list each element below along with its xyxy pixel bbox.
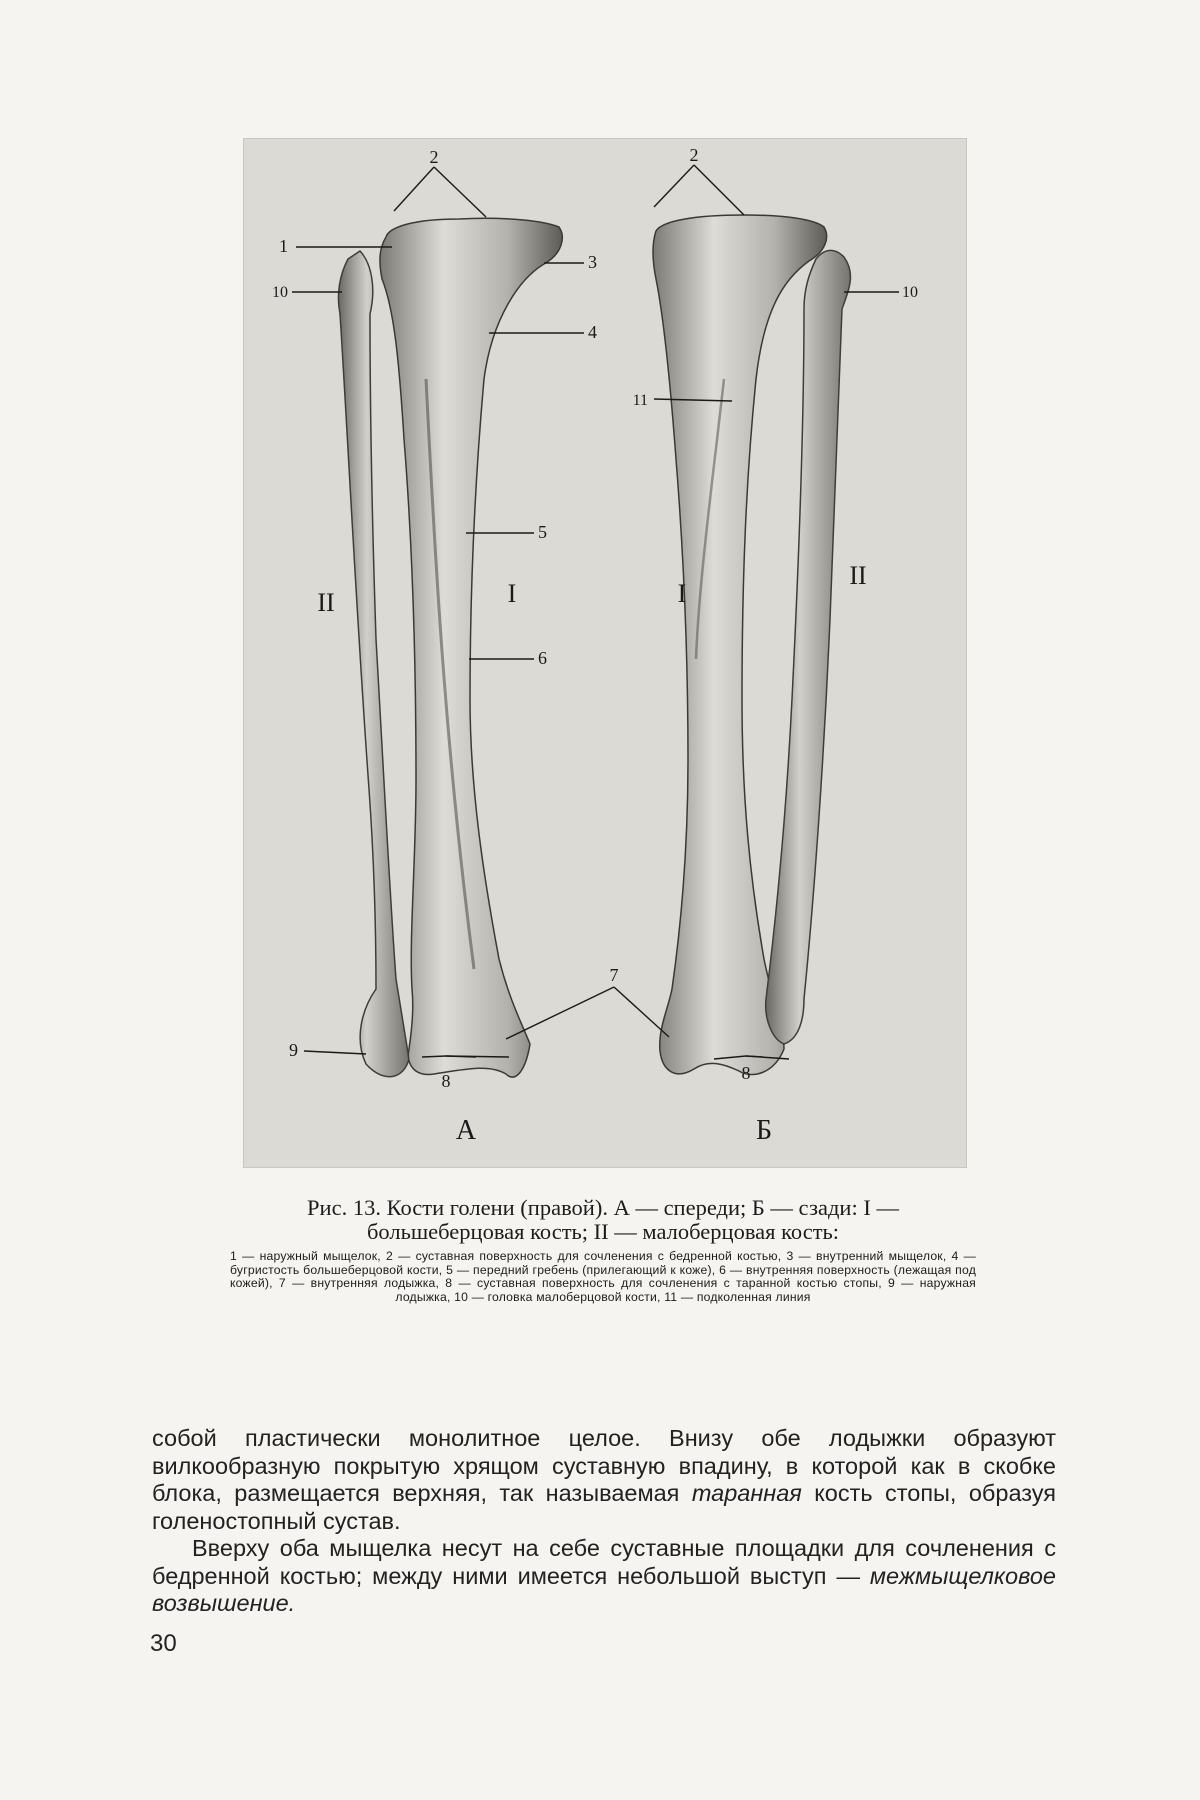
label-9: 9 xyxy=(289,1040,298,1060)
label-II-b: II xyxy=(849,561,867,590)
page-number: 30 xyxy=(150,1630,177,1657)
paragraph-2-term: межмыщелковое возвышение. xyxy=(152,1562,1056,1616)
label-4: 4 xyxy=(588,322,597,342)
label-II-a: II xyxy=(317,588,335,617)
paragraph-1-text-a: собой пластически монолитное целое. Внизу обе лодыжки образуют вилкообразную покрытую хрящом суставную впадину, в которой как в скобке блока, размещается верхняя, так называемая xyxy=(152,1425,1056,1506)
fibula-a xyxy=(338,251,409,1077)
fibula-b xyxy=(766,250,851,1044)
label-8-a: 8 xyxy=(441,1071,451,1091)
label-10-a: 10 xyxy=(272,284,288,301)
label-10-b: 10 xyxy=(902,284,918,301)
label-6: 6 xyxy=(538,648,547,668)
paragraph-1-term: таранная xyxy=(691,1480,802,1506)
label-3: 3 xyxy=(588,252,597,272)
caption-legend: 1 — наружный мыщелок, 2 — суставная поверхность для сочленения с бедренной костью, 3 — внутренний мыщелок, 4 — бугристость большеберцовой кости, 5 — передний гребень (прилегающий к коже), 6 — внутренняя поверхность (лежащая под кожей), 7 — внутренняя лодыжка, 8 — суставная поверхность для сочленения с таранной костью стопы, 9 — наружная лодыжка, 10 — головка малоберцовой кости, 11 — подколенная линия xyxy=(230,1249,976,1304)
body-text xyxy=(152,1425,1056,1618)
label-7: 7 xyxy=(609,965,619,985)
bone-figure xyxy=(243,138,967,1168)
label-panel-b: Б xyxy=(755,1115,773,1146)
paragraph-2 xyxy=(152,1535,1056,1618)
figure-caption xyxy=(230,1196,976,1304)
label-5: 5 xyxy=(538,522,547,542)
label-1: 1 xyxy=(279,236,288,256)
paragraph-2-text: Вверху оба мыщелка несут на себе суставные площадки для сочленения с бедренной костью; между ними имеется небольшой выступ — xyxy=(152,1535,1056,1589)
label-I-b: I xyxy=(677,579,687,608)
label-11: 11 xyxy=(632,392,648,409)
label-I-a: I xyxy=(507,579,517,608)
label-2-b: 2 xyxy=(689,145,699,165)
paragraph-1 xyxy=(152,1425,1056,1535)
label-panel-a: А xyxy=(455,1115,477,1146)
caption-title: Рис. 13. Кости голени (правой). А — спереди; Б — сзади: I — большеберцовая кость; II — малоберцовая кость: xyxy=(307,1195,899,1244)
label-8-b: 8 xyxy=(741,1063,751,1083)
label-2-a: 2 xyxy=(429,147,439,167)
paragraph-1-text-b: кость стопы, образуя голеностопный сустав. xyxy=(152,1480,1056,1534)
